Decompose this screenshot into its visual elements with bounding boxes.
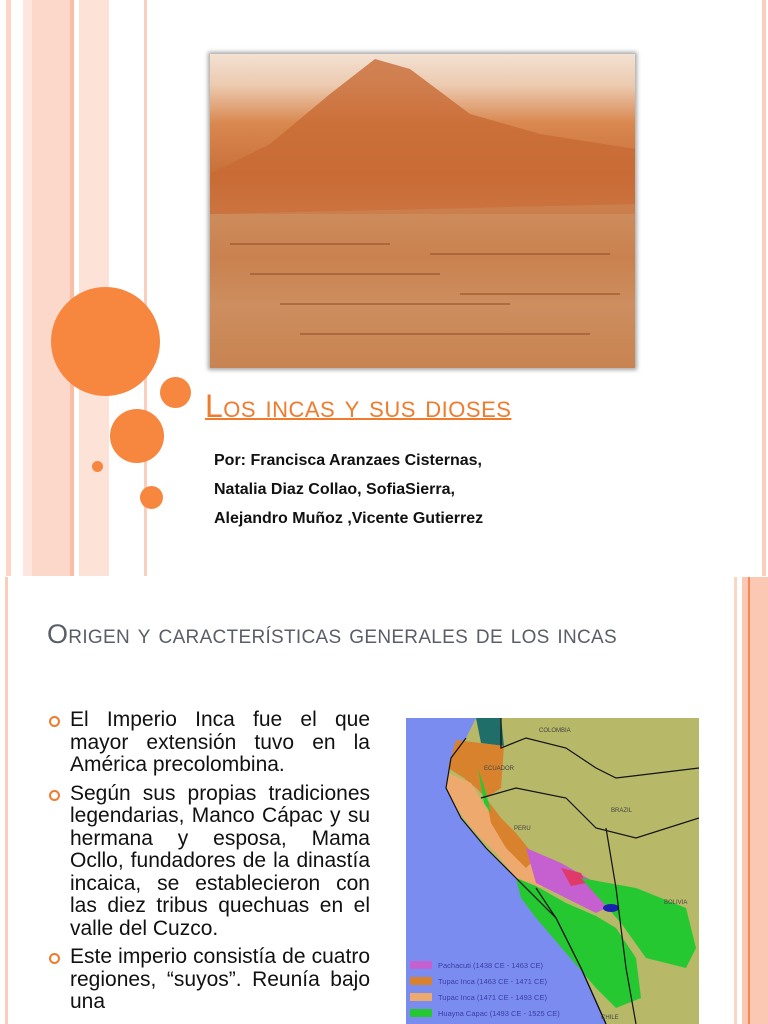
decor-circle <box>140 486 163 509</box>
decor-stripe <box>742 577 768 1024</box>
bullet-text: Este imperio consistía de cuatro regiones, “suyos”. Reunía bajo una <box>70 945 370 1013</box>
decor-circle <box>92 461 103 472</box>
legend-swatch <box>410 1009 432 1017</box>
map-label-bolivia: BOLIVIA <box>664 900 688 906</box>
decor-stripe <box>734 577 737 1024</box>
author-line: Alejandro Muñoz ,Vicente Gutierrez <box>214 510 484 527</box>
bullet-item <box>48 709 370 777</box>
presentation-title: Los incas y sus dioses <box>205 388 512 424</box>
map-label-colombia: COLOMBIA <box>539 728 571 734</box>
legend-swatch <box>410 993 432 1001</box>
decor-stripe <box>70 0 74 576</box>
bullet-text: El Imperio Inca fue el que mayor extensión tuvo en la América precolombina. <box>70 708 370 776</box>
decor-stripe <box>32 0 70 576</box>
map-label-brazil: BRAZIL <box>611 808 633 814</box>
inca-empire-map <box>406 718 699 1024</box>
legend-swatch <box>410 977 432 985</box>
legend-item <box>410 1005 560 1021</box>
decor-stripe <box>748 577 750 1024</box>
map-label-chile: CHILE <box>601 1015 619 1021</box>
bullet-icon <box>49 953 60 964</box>
map-legend <box>410 957 560 1021</box>
content-slide <box>0 577 768 1024</box>
legend-item <box>410 973 560 989</box>
decor-circle <box>160 377 191 408</box>
bullet-icon <box>49 716 60 727</box>
legend-swatch <box>410 961 432 969</box>
legend-label: Tupac Inca (1463 CE - 1471 CE) <box>438 976 547 986</box>
decor-stripe <box>6 0 11 576</box>
map-label-ecuador: ECUADOR <box>484 766 515 772</box>
bullet-icon <box>49 790 60 801</box>
bullet-item <box>48 783 370 941</box>
slide-title: Origen y características generales de los incas <box>47 619 617 649</box>
decor-stripe <box>5 577 8 1024</box>
bullet-list <box>48 709 370 1020</box>
bullet-text: Según sus propias tradiciones legendarias, Manco Cápac y su hermana y esposa, Mama Ocllo, fundadores de la dinastía incaica, se establecieron con las diez tribus quechuas en el valle del Cuzco. <box>70 781 370 940</box>
decor-circle <box>51 287 160 396</box>
author-line: Por: Francisca Aranzaes Cisternas, <box>214 452 482 469</box>
legend-label: Tupac Inca (1471 CE - 1493 CE) <box>438 992 547 1002</box>
legend-item <box>410 957 560 973</box>
decor-stripe <box>762 0 766 576</box>
legend-item <box>410 989 560 1005</box>
legend-label: Pachacuti (1438 CE - 1463 CE) <box>438 960 544 970</box>
machu-picchu-photo <box>210 54 635 368</box>
legend-label: Huayna Capac (1493 CE - 1525 CE) <box>438 1008 560 1018</box>
decor-circle <box>110 409 164 463</box>
author-line: Natalia Diaz Collao, SofiaSierra, <box>214 481 455 498</box>
authors <box>214 446 483 533</box>
map-label-peru: PERU <box>514 826 531 832</box>
bullet-item <box>48 946 370 1014</box>
decor-stripe <box>23 0 32 576</box>
